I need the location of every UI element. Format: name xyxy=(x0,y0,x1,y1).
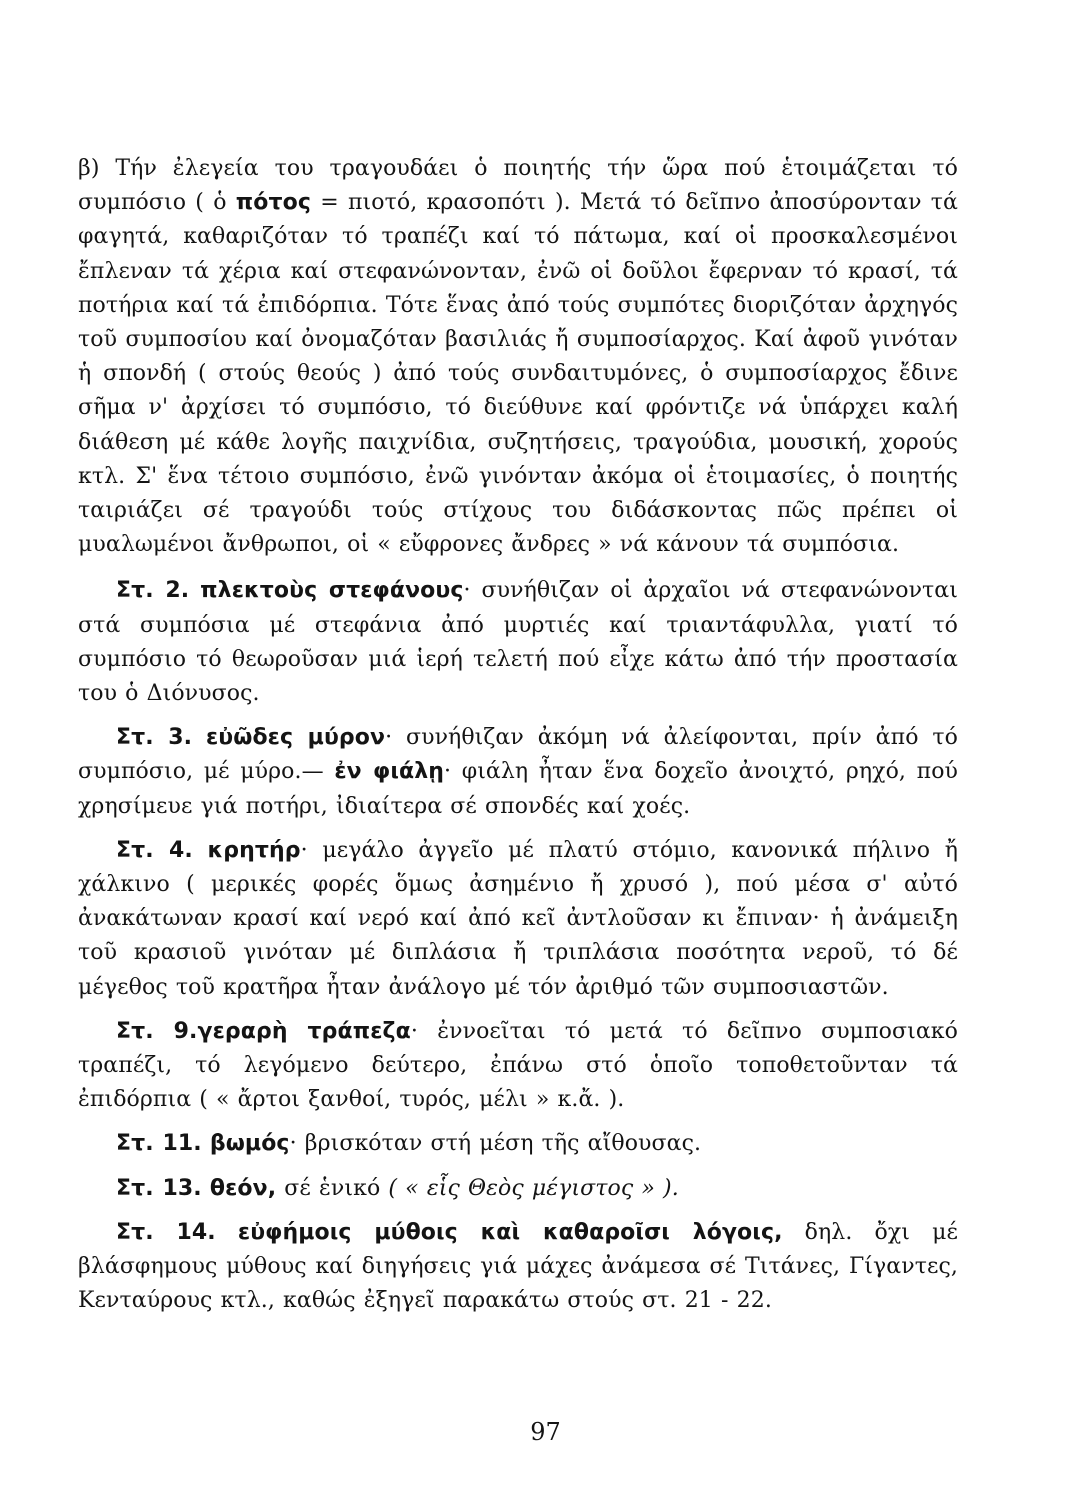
note-text-secondary: · φιάλη ἦταν ἕνα δοχεῖο ἀνοιχτό, ρηχό, πού χρησίμευε γιά ποτήρι, ἰδιαίτερα σέ σπονδές καί χοές. xyxy=(78,759,959,819)
page-body xyxy=(78,152,958,1329)
term-potos: πότος xyxy=(235,190,311,216)
intro-paragraph xyxy=(78,152,958,562)
note-line-11 xyxy=(78,1127,958,1161)
note-line-4 xyxy=(78,834,958,1005)
note-lemma-secondary: ἐν φιάλῃ xyxy=(334,759,444,785)
note-lemma: κρητήρ xyxy=(207,837,301,863)
note-line-2 xyxy=(78,574,958,711)
note-line-3 xyxy=(78,721,958,824)
note-text: · βρισκόταν στή μέση τῆς αἴθουσας. xyxy=(289,1131,702,1157)
note-ref: Στ. 2. xyxy=(116,578,190,604)
note-ref: Στ. 3. xyxy=(116,725,193,751)
note-lemma: θεόν, xyxy=(209,1175,277,1201)
note-ref: Στ. 11. xyxy=(116,1131,202,1157)
note-line-9 xyxy=(78,1015,958,1118)
note-text: δηλ. ὄχι μέ βλάσφημους μύθους καί διηγήσεις γιά μάχες ἀνάμεσα σέ Τιτάνες, Γίγαντες, Κενταύρους κτλ., καθώς ἐξηγεῖ παρακάτω στούς στ. 21 - 22. xyxy=(78,1219,958,1314)
note-lemma: γεραρὴ τράπεζα xyxy=(197,1018,411,1044)
note-ref: Στ. 13. xyxy=(116,1175,202,1201)
intro-text-rest: = πιοτό, κρασοπότι ). Μετά τό δεῖπνο ἀποσύρονταν τά φαγητά, καθαριζόταν τό τραπέζι καί τό πάτωμα, καί οἱ προσκαλεσμένοι ἔπλεναν τά χέρια καί στεφανώνονταν, ἐνῶ οἱ δοῦλοι ἔφερναν τό κρασί, τά ποτήρια καί τά ἐπιδόρπια. Τότε ἕνας ἀπό τούς συμπότες διοριζόταν ἀρχηγός τοῦ συμποσίου καί ὀνομαζόταν βασιλιάς ἤ συμποσίαρχος. Καί ἀφοῦ γινόταν ἡ σπονδή ( στούς θεούς ) ἀπό τούς συνδαιτυμόνες, ὁ συμποσίαρχος ἔδινε σῆμα ν' ἀρχίσει τό συμπόσιο, τό διεύθυνε καί φρόντιζε νά ὑπάρχει καλή διάθεση μέ κάθε λογῆς παιχνίδια, συζητήσεις, τραγούδια, μουσική, χορούς κτλ. Σ' ἕνα τέτοιο συμπόσιο, ἐνῶ γινόνταν ἀκόμα οἱ ἑτοιμασίες, ὁ ποιητής ταιριάζει σέ τραγούδι τούς στίχους του διδάσκοντας πῶς πρέπει οἱ μυαλωμένοι ἄνθρωποι, οἱ « εὔφρονες ἄνδρες » νά κάνουν τά συμπόσια. xyxy=(78,190,958,558)
note-lemma: βωμός xyxy=(209,1131,290,1157)
note-ref: Στ. 4. xyxy=(116,837,193,863)
note-text: · συνήθιζαν οἱ ἀρχαῖοι νά στεφανώνονται στά συμπόσια μέ στεφάνια ἀπό μυρτιές καί τριαντάφυλλα, γιατί τό συμπόσιο τό θεωροῦσαν μιά ἱερή τελετή πού εἶχε κάτω ἀπό τήν προστασία του ὁ Διόνυσος. xyxy=(78,578,958,707)
note-text: · ἐννοεῖται τό μετά τό δεῖπνο συμποσιακό τραπέζι, τό λεγόμενο δεύτερο, ἐπάνω στό ὁποῖο τοποθετοῦνταν τά ἐπιδόρπια ( « ἄρτοι ξανθοί, τυρός, μέλι » κ.ἄ. ). xyxy=(78,1018,958,1113)
intro-text-start: β) Τήν ἐλεγεία του τραγουδάει ὁ ποιητής τήν ὥρα πού ἑτοιμάζεται τό συμπόσιο ( ὁ xyxy=(78,156,958,216)
note-text: · συνήθιζαν ἀκόμη νά ἀλείφονται, πρίν ἀπό τό συμπόσιο, μέ μύρο.— xyxy=(78,725,958,785)
page-number: 97 xyxy=(530,1418,561,1446)
note-line-13 xyxy=(78,1172,958,1206)
note-line-14 xyxy=(78,1216,958,1319)
note-italic: ( « εἷς Θεὸς μέγιστος » ). xyxy=(388,1175,679,1201)
note-lemma: πλεκτοὺς στεφάνους xyxy=(200,578,464,604)
note-lemma: εὐφήμοις μύθοις καὶ καθαροῖσι λόγοις, xyxy=(237,1219,783,1245)
note-text: σέ ἑνικό xyxy=(276,1175,389,1201)
note-ref: Στ. 9. xyxy=(116,1018,198,1044)
note-lemma: εὐῶδες μύρον xyxy=(205,725,386,751)
note-ref: Στ. 14. xyxy=(116,1219,216,1245)
note-text: · μεγάλο ἀγγεῖο μέ πλατύ στόμιο, κανονικά πήλινο ἤ χάλκινο ( μερικές φορές ὅμως ἀσημένιο ἤ χρυσό ), πού μέσα σ' αὐτό ἀνακάτωναν κρασί καί νερό καί ἀπό κεῖ ἀντλοῦσαν κι ἔπιναν· ἡ ἀνάμειξη τοῦ κρασιοῦ γινόταν μέ διπλάσια ἤ τριπλάσια ποσότητα νεροῦ, τό δέ μέγεθος τοῦ κρατῆρα ἦταν ἀνάλογο μέ τόν ἀριθμό τῶν συμποσιαστῶν. xyxy=(78,837,959,1000)
